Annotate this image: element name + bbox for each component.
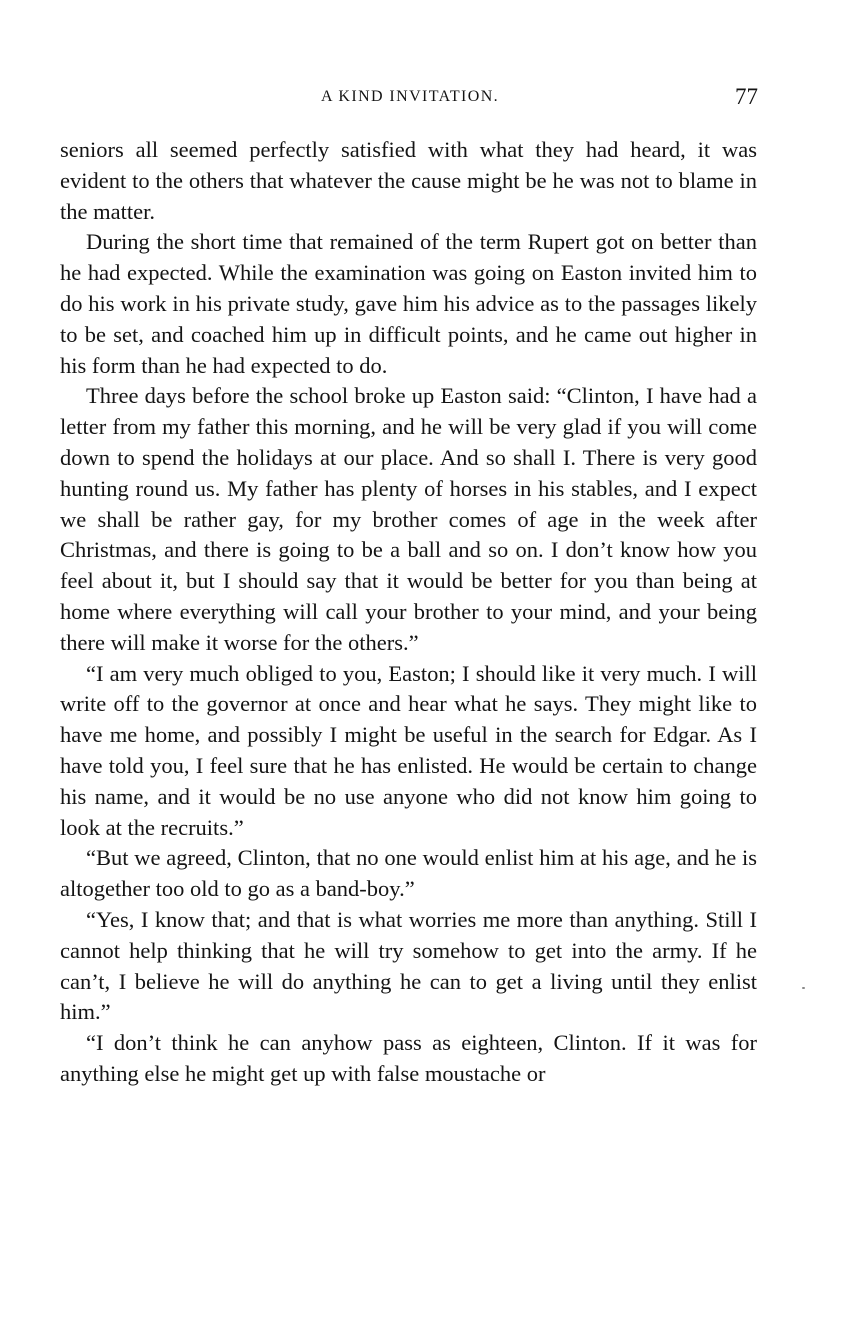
paragraph: “But we agreed, Clinton, that no one would enlist him at his age, and he is altogether too old to go as a band-boy.” — [60, 845, 757, 902]
body-text — [60, 135, 757, 1090]
paragraph: “Yes, I know that; and that is what worries me more than anything. Still I cannot help thinking that he will try somehow to get into the army. If he can’t, I believe he will do anything he can to get a living until they enlist him.” — [60, 906, 757, 1025]
paragraph: “I don’t think he can anyhow pass as eighteen, Clinton. If it was for anything else he might get up with false moustache or — [60, 1030, 757, 1086]
paragraph: During the short time that remained of the term Rupert got on better than he had expected. While the examination was going on Easton invited him to do his work in his private study, gave him his advice as to the passages likely to be set, and coached him up in difficult points, and he came out higher in his form than he had expected to do. — [60, 229, 757, 378]
running-title: A KIND INVITATION. — [320, 88, 500, 105]
page-number: 77 — [735, 84, 758, 109]
print-speck — [802, 987, 805, 989]
running-header — [60, 86, 760, 116]
paragraph-continued: seniors all seemed perfectly satisfied with what they had heard, it was evident to the others that whatever the cause might be he was not to blame in the matter. — [60, 137, 757, 224]
paragraph: “I am very much obliged to you, Easton; I should like it very much. I will write off to the governor at once and hear what he says. They might like to have me home, and possibly I might be useful in the search for Edgar. As I have told you, I feel sure that he has enlisted. He would be certain to change his name, and it would be no use anyone who did not know him going to look at the recruits.” — [60, 660, 757, 840]
paragraph: Three days before the school broke up Easton said: “Clinton, I have had a letter from my father this morning, and he will be very glad if you will come down to spend the holidays at our place. And so shall I. There is very good hunting round us. My father has plenty of horses in his stables, and I expect we shall be rather gay, for my brother comes of age in the week after Christmas, and there is going to be a ball and so on. I don’t know how you feel about it, but I should say that it would be better for you than being at home where everything will call your brother to your mind, and your being there will make it worse for the others.” — [60, 383, 757, 655]
